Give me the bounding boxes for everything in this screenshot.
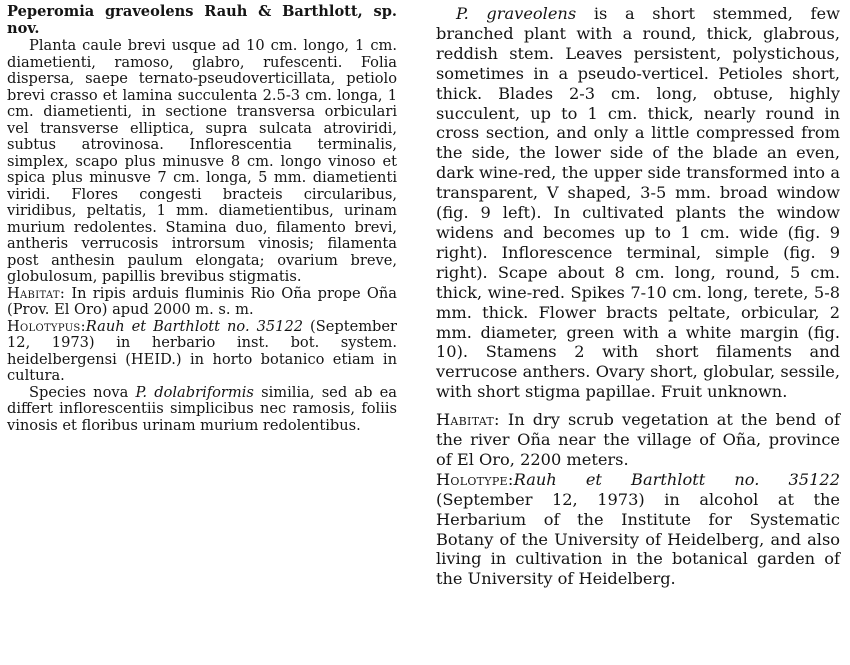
species-name: Peperomia graveolens xyxy=(7,3,194,20)
latin-diagnosis: Planta caule brevi usque ad 10 cm. longo, 1 cm. diametienti, ramoso, glabro, rufescenti. Folia dispersa, saepe ternato-pseudoverticillata, petiolo brevi crasso et lamina succulenta 2.5-3 cm. longa, 1 cm. diametienti, in sectione transversa orbiculari vel transverse elliptica, supra sulcata atroviridi, subtus atrovinosa. Inflorescentia terminalis, simplex, scapo plus minusve 8 cm. longo vinoso et spica plus minusve 7 cm. longa, 5 mm. diametienti viridi. Flores congesti bracteis circularibus, viridibus, peltatis, 1 mm. diametientibus, urinam murium redolentes. Stamina duo, filamento brevi, antheris verrucosis introrsum vinosis; filamenta post anthesin paulum elongata; ovarium breve, globulosum, papillis brevibus stigmatis. xyxy=(7,37,397,285)
species-title xyxy=(7,4,397,37)
english-holotype-label: Holotype: xyxy=(436,469,514,489)
latin-holotype-collector: Rauh et Barthlott no. 35122 xyxy=(85,317,304,335)
latin-comparison xyxy=(7,385,397,435)
latin-holotype-text: (September 12, 1973) in herbario inst. bot. system. heidelbergensi (HEID.) in horto botanico etiam in cultura. xyxy=(7,317,397,384)
english-species-name: P. graveolens xyxy=(456,4,577,23)
english-habitat-label: Habitat: xyxy=(436,410,500,430)
english-habitat-text: In dry scrub vegetation at the bend of the river Oña near the village of Oña, province of El Oro, 2200 meters. xyxy=(436,410,840,469)
latin-habitat-text: In ripis arduis fluminis Rio Oña prope Oña (Prov. El Oro) apud 2000 m. s. m. xyxy=(7,284,397,318)
latin-holotype-label: Holotypus: xyxy=(7,317,86,335)
english-habitat xyxy=(436,410,840,470)
latin-comparison-post: similia, sed ab ea differt inflorescentiis simplicibus nec ramosis, foliis vinosis et floribus urinam murium redolentibus. xyxy=(7,383,397,434)
english-description xyxy=(436,4,840,402)
latin-comparison-pre: Species nova xyxy=(29,383,136,401)
english-description-text: is a short stemmed, few branched plant with a round, thick, glabrous, reddish stem. Leaves persistent, polystichous, sometimes in a pseudo-verticel. Petioles short, thick. Blades 2-3 cm. long, obtuse, highly succulent, up to 1 cm. thick, nearly round in cross section, and only a little compressed from the side, the lower side of the blade an even, dark wine-red, the upper side transformed into a transparent, V shaped, 3-5 mm. broad window (fig. 9 left). In cultivated plants the window widens and becomes up to 1 cm. wide (fig. 9 right). Inflorescence terminal, simple (fig. 9 right). Scape about 8 cm. long, round, 5 cm. thick, wine-red. Spikes 7-10 cm. long, terete, 5-8 mm. thick. Flower bracts peltate, orbicular, 2 mm. diameter, green with a white margin (fig. 10). Stamens 2 with short filaments and verrucose anthers. Ovary short, globular, sessile, with short stigma papillae. Fruit unknown. xyxy=(436,4,840,402)
latin-holotype xyxy=(7,319,397,385)
species-authority: Rauh & Barthlott, sp. nov. xyxy=(7,3,397,37)
english-holotype xyxy=(436,470,840,589)
english-holotype-text: (September 12, 1973) in alcohol at the Herbarium of the Institute for Systematic Botany of the University of Heidelberg, and also living in cultivation in the botanical garden of the University of Heidelberg. xyxy=(436,489,840,589)
english-column xyxy=(436,4,840,589)
english-holotype-collector: Rauh et Barthlott no. 35122 xyxy=(513,469,840,489)
latin-column xyxy=(7,4,397,434)
latin-comparison-species: P. dolabriformis xyxy=(135,383,254,401)
latin-habitat-label: Habitat: xyxy=(7,284,66,302)
latin-habitat xyxy=(7,286,397,319)
